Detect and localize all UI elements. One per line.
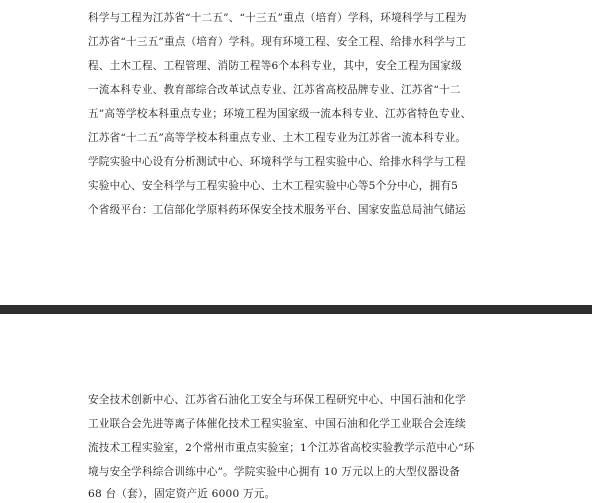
text-line: 实验中心、安全科学与工程实验中心、土木工程实验中心等5个分中心，拥有5 (88, 180, 459, 192)
text-line: 江苏省“十三五”重点（培育）学科。现有环境工程、安全工程、给排水科学与工 (88, 36, 467, 48)
text-line: 五”高等学校本科重点专业；环境工程为国家级一流本科专业、江苏省特色专业、 (88, 108, 472, 120)
text-line: 安全技术创新中心、江苏省石油化工安全与环保工程研究中心、中国石油和化学 (88, 394, 466, 406)
page-separator (0, 305, 592, 314)
text-line: 流技术工程实验室，2个常州市重点实验室；1个江苏省高校实验教学示范中心“环 (88, 442, 475, 454)
text-line: 江苏省“十二五”高等学校本科重点专业、土木工程专业为江苏省一流本科专业。 (88, 132, 467, 144)
text-line: 境与安全学科综合训练中心”。学院实验中心拥有 10 万元以上的大型仪器设备 (88, 466, 461, 478)
text-line: 科学与工程为江苏省“十二五”、“十三五”重点（培育）学科，环境科学与工程为 (88, 12, 467, 24)
text-line: 68 台（套），固定资产近 6000 万元。 (88, 488, 276, 500)
text-line: 个省级平台：工信部化学原料药环保安全技术服务平台、国家安监总局油气储运 (88, 204, 466, 216)
text-line: 一流本科专业、教育部综合改革试点专业、江苏省高校品牌专业、江苏省“十二 (88, 84, 461, 96)
document-page-bottom (0, 314, 592, 503)
text-line: 工业联合会先进等离子体催化技术工程实验室、中国石油和化学工业联合会连续 (88, 418, 466, 430)
text-line: 程、土木工程、工程管理、消防工程等6个本科专业，其中，安全工程为国家级 (88, 60, 462, 72)
text-line: 学院实验中心设有分析测试中心、环境科学与工程实验中心、给排水科学与工程 (88, 156, 466, 168)
